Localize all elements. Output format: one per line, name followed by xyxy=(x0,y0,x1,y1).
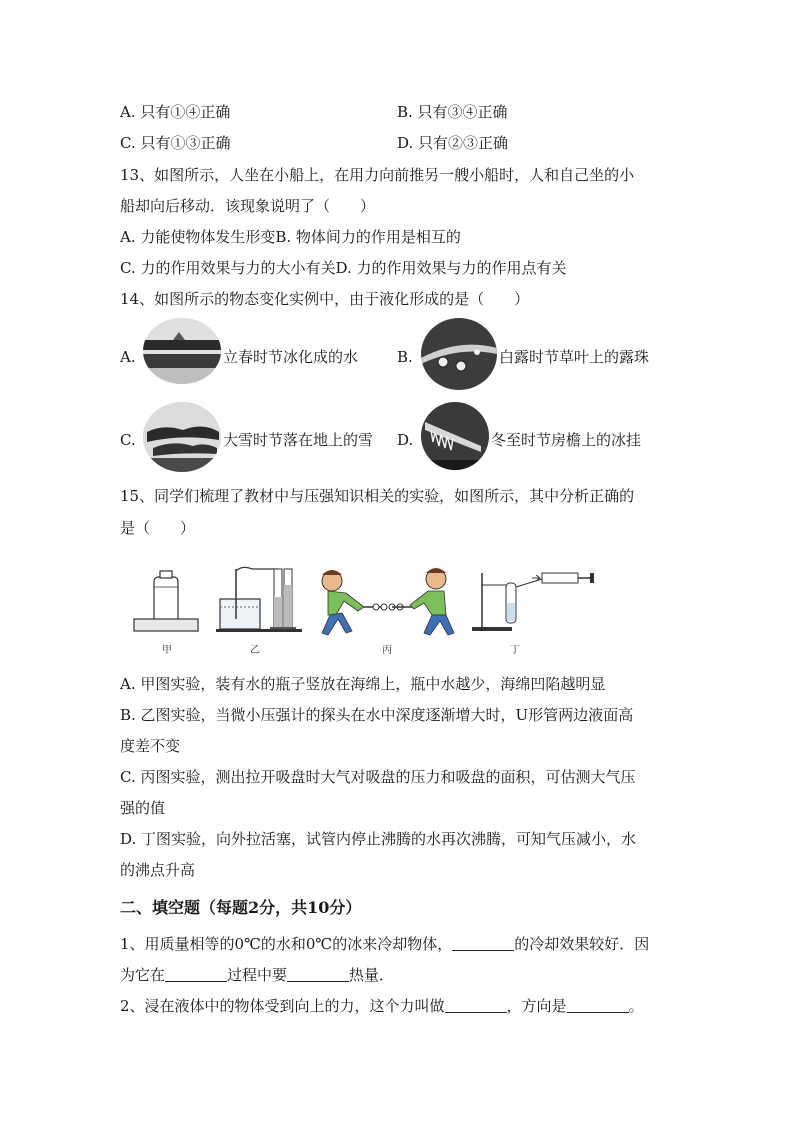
q14-stem: 14、如图所示的物态变化实例中，由于液化形成的是（ ） xyxy=(120,290,530,308)
q12-option-a: A. 只有①④正确 xyxy=(120,103,231,121)
q15-experiment-drawing xyxy=(132,563,602,655)
q15-option-c-line1: C. 丙图实验，测出拉开吸盘时大气对吸盘的压力和吸盘的面积，可估测大气压 xyxy=(120,768,636,786)
q15-stem-line1: 15、同学们梳理了教材中与压强知识相关的实验，如图所示，其中分析正确的 xyxy=(120,487,635,505)
bottle-on-sponge-drawing xyxy=(134,571,198,631)
q13-stem-line2: 船却向后移动．该现象说明了（ ） xyxy=(120,197,376,215)
fill1-blank-2[interactable] xyxy=(165,967,227,982)
fill2-text-1: 2、浸在液体中的物体受到向上的力，这个力叫做 xyxy=(120,997,445,1015)
q14-option-a-letter: A. xyxy=(120,348,136,366)
thumbnail-melting-ice xyxy=(143,318,221,384)
fill2-line1 xyxy=(120,996,644,1016)
q15-option-b-line1: B. 乙图实验，当微小压强计的探头在水中深度逐渐增大时，U形管两边液面高 xyxy=(120,706,634,724)
fig-label-bing: 丙 xyxy=(382,645,392,656)
fill1-text-3: 为它在 xyxy=(120,966,166,984)
q13-stem-line1: 13、如图所示，人坐在小船上，在用力向前推另一艘小船时，人和自己坐的小 xyxy=(120,166,635,184)
q14-option-c-letter: C. xyxy=(120,431,136,449)
fill2-text-3: 。 xyxy=(628,997,644,1015)
q15-stem-line2: 是（ ） xyxy=(120,519,196,537)
fill1-blank-1[interactable] xyxy=(452,936,514,951)
fill1-line2 xyxy=(120,965,394,985)
fill1-text-2: 的冷却效果较好．因 xyxy=(514,935,650,953)
q12-option-c: C. 只有①③正确 xyxy=(120,134,231,152)
fill1-blank-3[interactable] xyxy=(287,967,349,982)
q12-option-b: B. 只有③④正确 xyxy=(397,103,508,121)
fill1-text-4: 过程中要 xyxy=(227,966,288,984)
q13-options-cd: C. 力的作用效果与力的大小有关D. 力的作用效果与力的作用点有关 xyxy=(120,259,567,277)
section-title-fill-in: 二、填空题（每题2分，共10分） xyxy=(120,898,362,917)
thumbnail-dew-drops xyxy=(421,318,497,390)
q15-figure xyxy=(132,563,602,655)
fig-label-yi: 乙 xyxy=(250,645,260,656)
thumbnail-snow xyxy=(143,402,221,472)
fig-label-ding: 丁 xyxy=(510,645,520,656)
fill1-text-1: 1、用质量相等的0℃的水和0℃的冰来冷却物体， xyxy=(120,935,453,953)
q14-option-d-letter: D. xyxy=(397,431,414,449)
q14-option-b-text: 白露时节草叶上的露珠 xyxy=(499,348,650,366)
q14-option-b-letter: B. xyxy=(397,348,413,366)
syringe-flask-drawing xyxy=(472,573,594,631)
suction-cup-tug-drawing xyxy=(322,568,454,635)
thumbnail-icicles xyxy=(421,402,489,470)
q15-option-a: A. 甲图实验，装有水的瓶子竖放在海绵上，瓶中水越少，海绵凹陷越明显 xyxy=(120,675,606,693)
pressure-gauge-drawing xyxy=(216,567,302,632)
q12-option-d: D. 只有②③正确 xyxy=(397,134,509,152)
q15-option-d-line1: D. 丁图实验，向外拉活塞，试管内停止沸腾的水再次沸腾，可知气压减小，水 xyxy=(120,830,637,848)
q14-option-c-text: 大雪时节落在地上的雪 xyxy=(223,431,374,449)
fill1-line1 xyxy=(120,934,649,954)
fig-label-jia: 甲 xyxy=(162,645,172,656)
fill2-blank-1[interactable] xyxy=(445,998,507,1013)
fill1-text-5: 热量． xyxy=(349,966,395,984)
q15-option-c-line2: 强的值 xyxy=(120,799,166,817)
q15-option-d-line2: 的沸点升高 xyxy=(120,861,196,879)
q14-option-a-text: 立春时节冰化成的水 xyxy=(223,348,359,366)
q13-options-ab: A. 力能使物体发生形变B. 物体间力的作用是相互的 xyxy=(120,228,461,246)
fill2-text-2: ，方向是 xyxy=(506,997,567,1015)
q14-option-d-text: 冬至时节房檐上的冰挂 xyxy=(491,431,642,449)
q15-option-b-line2: 度差不变 xyxy=(120,737,181,755)
fill2-blank-2[interactable] xyxy=(567,998,629,1013)
